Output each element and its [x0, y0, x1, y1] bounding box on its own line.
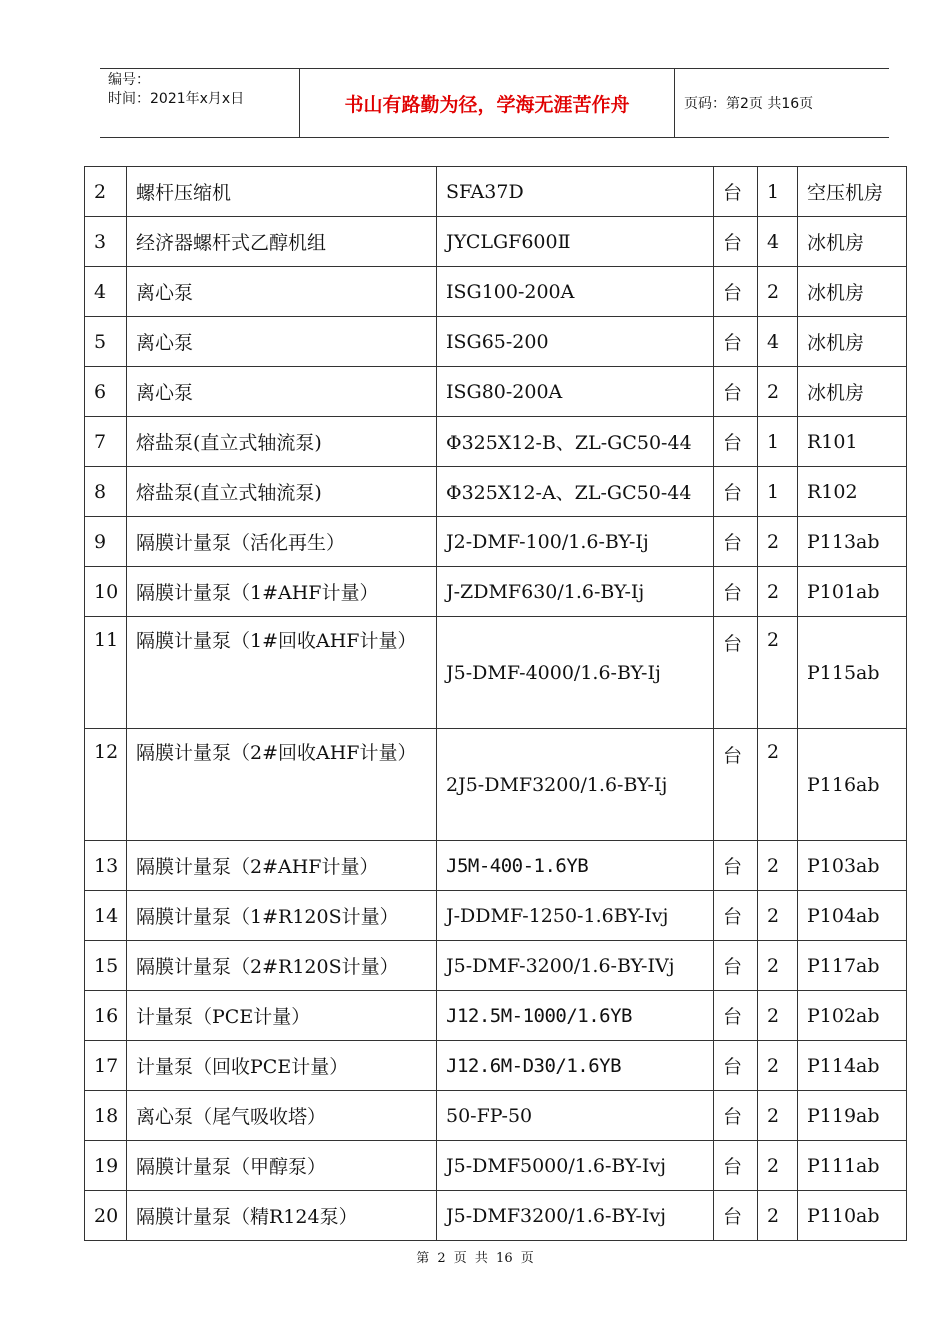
- cell-location: P101ab: [798, 567, 907, 617]
- cell-model: J12.6M-D30/1.6YB: [437, 1041, 714, 1091]
- cell-model: J2-DMF-100/1.6-BY-Ij: [437, 517, 714, 567]
- cell-name: 隔膜计量泵（2#R120S计量）: [127, 941, 437, 991]
- cell-qty: 1: [758, 167, 798, 217]
- table-row: [85, 1091, 907, 1141]
- cell-location: P113ab: [798, 517, 907, 567]
- cell-no: 17: [85, 1041, 127, 1091]
- cell-name: 经济器螺杆式乙醇机组: [127, 217, 437, 267]
- table-row: [85, 517, 907, 567]
- cell-name: 隔膜计量泵（精R124泵）: [127, 1191, 437, 1241]
- cell-qty: 4: [758, 217, 798, 267]
- cell-qty: 2: [758, 267, 798, 317]
- cell-name: 隔膜计量泵（2#AHF计量）: [127, 841, 437, 891]
- cell-unit: 台: [714, 567, 758, 617]
- cell-no: 6: [85, 367, 127, 417]
- cell-no: 2: [85, 167, 127, 217]
- cell-qty: 2: [758, 1191, 798, 1241]
- cell-model: Φ325X12-A、ZL-GC50-44: [437, 467, 714, 517]
- cell-name: 隔膜计量泵（2#回收AHF计量）: [127, 729, 437, 841]
- cell-no: 9: [85, 517, 127, 567]
- cell-name: 隔膜计量泵（1#AHF计量）: [127, 567, 437, 617]
- cell-qty: 4: [758, 317, 798, 367]
- cell-unit: 台: [714, 517, 758, 567]
- cell-no: 11: [85, 617, 127, 729]
- cell-location: R101: [798, 417, 907, 467]
- cell-no: 5: [85, 317, 127, 367]
- cell-name: 计量泵（回收PCE计量）: [127, 1041, 437, 1091]
- header-motto: 书山有路勤为径，学海无涯苦作舟: [300, 69, 675, 137]
- table-row: [85, 417, 907, 467]
- cell-model: J5-DMF3200/1.6-BY-Ivj: [437, 1191, 714, 1241]
- cell-location: 冰机房: [798, 317, 907, 367]
- cell-model: JYCLGF600Ⅱ: [437, 217, 714, 267]
- cell-qty: 2: [758, 991, 798, 1041]
- cell-model: 2J5-DMF3200/1.6-BY-Ij: [437, 729, 714, 841]
- cell-qty: 2: [758, 367, 798, 417]
- cell-unit: 台: [714, 941, 758, 991]
- cell-location: P104ab: [798, 891, 907, 941]
- cell-model: J-DDMF-1250-1.6BY-Ivj: [437, 891, 714, 941]
- table-row: [85, 941, 907, 991]
- cell-name: 隔膜计量泵（1#回收AHF计量）: [127, 617, 437, 729]
- cell-model: J12.5M-1000/1.6YB: [437, 991, 714, 1041]
- table-row: [85, 217, 907, 267]
- cell-name: 熔盐泵(直立式轴流泵): [127, 417, 437, 467]
- cell-location: P116ab: [798, 729, 907, 841]
- cell-location: R102: [798, 467, 907, 517]
- table-row: [85, 267, 907, 317]
- table-row: [85, 467, 907, 517]
- number-label: 编号：: [108, 72, 150, 88]
- cell-qty: 2: [758, 517, 798, 567]
- cell-unit: 台: [714, 1041, 758, 1091]
- cell-unit: 台: [714, 891, 758, 941]
- cell-model: J5-DMF5000/1.6-BY-Ivj: [437, 1141, 714, 1191]
- equipment-table-body: [85, 167, 907, 1241]
- cell-no: 15: [85, 941, 127, 991]
- cell-name: 隔膜计量泵（甲醇泵）: [127, 1141, 437, 1191]
- cell-name: 计量泵（PCE计量）: [127, 991, 437, 1041]
- table-row: [85, 841, 907, 891]
- cell-no: 14: [85, 891, 127, 941]
- cell-qty: 2: [758, 567, 798, 617]
- equipment-table: [84, 166, 907, 1241]
- cell-no: 18: [85, 1091, 127, 1141]
- cell-unit: 台: [714, 217, 758, 267]
- table-row: [85, 891, 907, 941]
- cell-location: 冰机房: [798, 367, 907, 417]
- cell-model: Φ325X12-B、ZL-GC50-44: [437, 417, 714, 467]
- cell-name: 离心泵: [127, 267, 437, 317]
- cell-qty: 2: [758, 941, 798, 991]
- table-row: [85, 617, 907, 729]
- cell-name: 隔膜计量泵（1#R120S计量）: [127, 891, 437, 941]
- cell-unit: 台: [714, 267, 758, 317]
- cell-unit: 台: [714, 317, 758, 367]
- cell-name: 螺杆压缩机: [127, 167, 437, 217]
- table-row: [85, 367, 907, 417]
- cell-name: 熔盐泵(直立式轴流泵): [127, 467, 437, 517]
- cell-qty: 2: [758, 1041, 798, 1091]
- cell-name: 隔膜计量泵（活化再生）: [127, 517, 437, 567]
- cell-unit: 台: [714, 1091, 758, 1141]
- time-label: 时间：2021年x月x日: [108, 91, 245, 107]
- cell-unit: 台: [714, 1191, 758, 1241]
- cell-unit: 台: [714, 417, 758, 467]
- table-row: [85, 1141, 907, 1191]
- cell-model: J5-DMF-4000/1.6-BY-Ij: [437, 617, 714, 729]
- cell-qty: 2: [758, 617, 798, 729]
- cell-location: P117ab: [798, 941, 907, 991]
- table-row: [85, 1041, 907, 1091]
- cell-no: 4: [85, 267, 127, 317]
- page-footer: 第 2 页 共 16 页: [416, 1251, 534, 1266]
- header-page-info: 页码：第2页 共16页: [684, 96, 814, 112]
- cell-location: P102ab: [798, 991, 907, 1041]
- cell-location: P115ab: [798, 617, 907, 729]
- cell-qty: 2: [758, 841, 798, 891]
- cell-qty: 2: [758, 1141, 798, 1191]
- cell-no: 7: [85, 417, 127, 467]
- cell-unit: 台: [714, 841, 758, 891]
- cell-no: 3: [85, 217, 127, 267]
- cell-name: 离心泵: [127, 367, 437, 417]
- cell-model: ISG65-200: [437, 317, 714, 367]
- cell-unit: 台: [714, 167, 758, 217]
- table-row: [85, 317, 907, 367]
- cell-qty: 1: [758, 467, 798, 517]
- table-row: [85, 1191, 907, 1241]
- cell-unit: 台: [714, 1141, 758, 1191]
- cell-name: 离心泵: [127, 317, 437, 367]
- cell-location: P103ab: [798, 841, 907, 891]
- cell-no: 10: [85, 567, 127, 617]
- cell-location: P114ab: [798, 1041, 907, 1091]
- cell-location: P119ab: [798, 1091, 907, 1141]
- cell-unit: 台: [714, 729, 758, 841]
- page-header: [100, 68, 889, 138]
- cell-qty: 2: [758, 1091, 798, 1141]
- cell-qty: 2: [758, 891, 798, 941]
- cell-unit: 台: [714, 367, 758, 417]
- cell-no: 19: [85, 1141, 127, 1191]
- cell-unit: 台: [714, 991, 758, 1041]
- table-row: [85, 991, 907, 1041]
- cell-unit: 台: [714, 467, 758, 517]
- cell-model: J5-DMF-3200/1.6-BY-IVj: [437, 941, 714, 991]
- cell-model: J-ZDMF630/1.6-BY-Ij: [437, 567, 714, 617]
- cell-model: 50-FP-50: [437, 1091, 714, 1141]
- cell-location: P110ab: [798, 1191, 907, 1241]
- cell-location: 空压机房: [798, 167, 907, 217]
- cell-unit: 台: [714, 617, 758, 729]
- cell-location: P111ab: [798, 1141, 907, 1191]
- cell-qty: 1: [758, 417, 798, 467]
- table-row: [85, 167, 907, 217]
- cell-no: 16: [85, 991, 127, 1041]
- cell-model: ISG100-200A: [437, 267, 714, 317]
- cell-no: 20: [85, 1191, 127, 1241]
- cell-location: 冰机房: [798, 217, 907, 267]
- cell-model: SFA37D: [437, 167, 714, 217]
- cell-no: 8: [85, 467, 127, 517]
- cell-model: ISG80-200A: [437, 367, 714, 417]
- cell-qty: 2: [758, 729, 798, 841]
- table-row: [85, 567, 907, 617]
- cell-no: 13: [85, 841, 127, 891]
- header-meta: [100, 69, 300, 137]
- cell-model: J5M-400-1.6YB: [437, 841, 714, 891]
- cell-name: 离心泵（尾气吸收塔）: [127, 1091, 437, 1141]
- cell-location: 冰机房: [798, 267, 907, 317]
- table-row: [85, 729, 907, 841]
- cell-no: 12: [85, 729, 127, 841]
